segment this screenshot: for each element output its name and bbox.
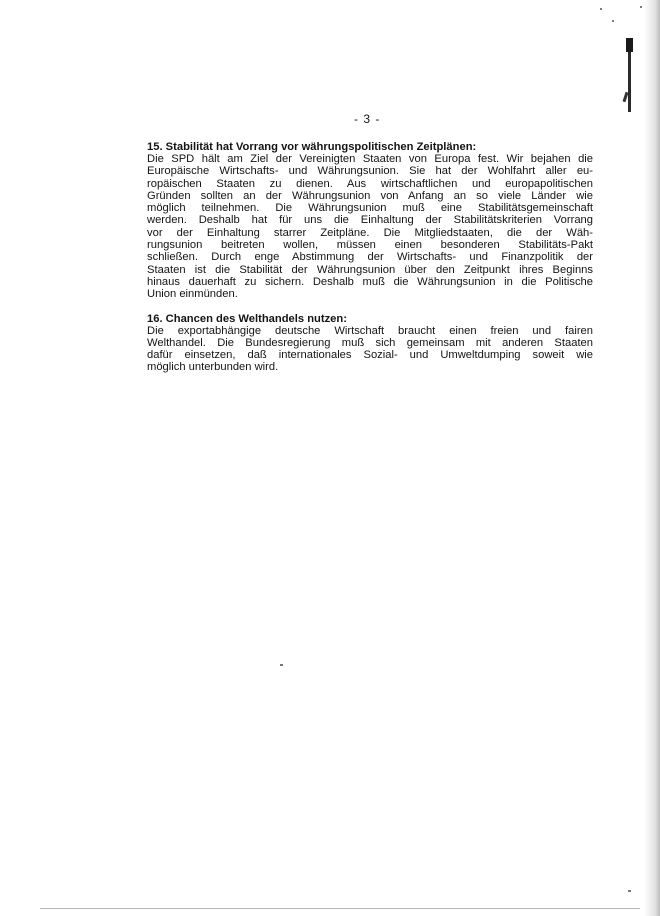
section-heading: 15. Stabilität hat Vorrang vor währungspolitischen Zeitplänen: [147, 141, 477, 153]
section-heading: 16. Chancen des Welthandels nutzen: [147, 312, 347, 325]
paragraph-line: Europäische Wirtschafts- und Währungsunion. Sie hat der Wohlfahrt aller eu- [147, 165, 593, 178]
paragraph-line: ropäischen Staaten zu dienen. Aus wirtschaftlichen und europapolitischen [147, 177, 593, 190]
section-paragraph [147, 153, 593, 301]
page-number: - 3 - [354, 112, 381, 126]
paragraph-line: möglich teilnehmen. Die Währungsunion muß eine Stabilitätsgemeinschaft [147, 202, 593, 215]
paragraph-line: Gründen sollten an der Währungsunion von Anfang an so viele Länder wie [147, 189, 593, 202]
scan-speck [600, 8, 602, 10]
paragraph-line: Staaten ist die Stabilität der Währungsunion über den Zeitpunkt ihres Beginns [147, 263, 593, 276]
section-16 [147, 313, 593, 374]
section-15 [147, 141, 593, 301]
paragraph-line: Welthandel. Die Bundesregierung muß sich gemeinsam mit anderen Staaten [147, 336, 593, 349]
paragraph-line: dafür einsetzen, daß internationales Sozial- und Umweltdumping soweit wie [147, 349, 593, 362]
paragraph-line: möglich unterbunden wird. [147, 361, 279, 374]
scan-edge-shadow [644, 0, 660, 916]
document-body [147, 141, 593, 386]
scan-speck [612, 20, 614, 22]
paragraph-line: rungsunion beitreten wollen, müssen einen besonderen Stabilitäts-Pakt [147, 239, 593, 252]
scan-speck [628, 890, 631, 892]
scan-edge-mark [628, 52, 631, 112]
paragraph-line: Union einmünden. [147, 288, 238, 301]
paragraph-line: Die SPD hält am Ziel der Vereinigten Staaten von Europa fest. Wir bejahen die [147, 153, 593, 165]
paragraph-line: Die exportabhängige deutsche Wirtschaft braucht einen freien und fairen [147, 324, 593, 337]
paragraph-line: werden. Deshalb hat für uns die Einhaltung der Stabilitätskriterien Vorrang [147, 214, 593, 227]
paragraph-line: vor der Einhaltung starrer Zeitpläne. Die Mitgliedstaaten, die der Wäh- [147, 226, 593, 239]
scan-bottom-edge [40, 908, 640, 909]
section-paragraph [147, 325, 593, 374]
scan-speck [280, 664, 283, 666]
scan-edge-mark [626, 38, 633, 52]
paragraph-line: hinaus dauerhaft zu sichern. Deshalb muß die Währungsunion in die Politische [147, 275, 593, 288]
paragraph-line: schließen. Durch enge Abstimmung der Wirtschafts- und Finanzpolitik der [147, 251, 593, 264]
scan-speck [640, 6, 642, 8]
